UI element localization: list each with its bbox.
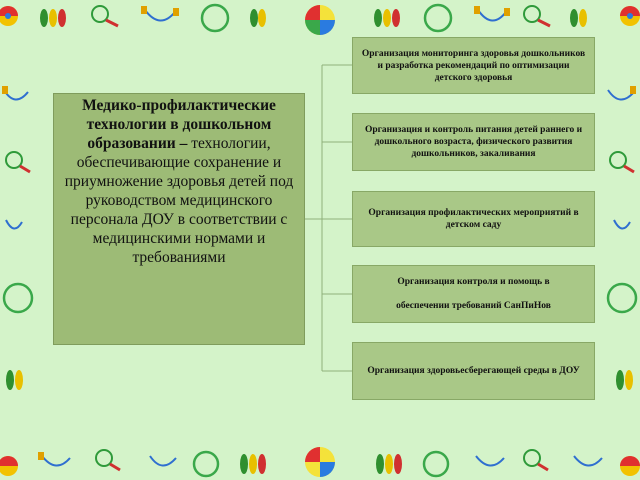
item-box-nutrition (352, 113, 595, 171)
item-box-health-environment (352, 342, 595, 400)
item-box-monitoring (352, 37, 595, 94)
main-definition-box (53, 93, 305, 345)
main-title: Медико-профилактические технологии в дошкольном образовании – (82, 97, 276, 152)
item-box-sanpin-control (352, 265, 595, 323)
item-label: Организация здоровьесберегающей среды в ДОУ (367, 366, 580, 376)
main-body: технологии, обеспечивающие сохранение и приумножение здоровья детей под руководством медицинского персонала ДОУ в соответствии с медицинскими нормами и требованиями (64, 135, 294, 266)
item-label: Организация профилактических мероприятий в детском саду (368, 208, 579, 230)
item-label: Организация и контроль питания детей раннего и дошкольного возраста, физического развития дошкольников, закаливания (364, 125, 583, 159)
item-label: Организация мониторинга здоровья дошкольников и разработка рекомендаций по оптимизации детского здоровья (361, 48, 586, 83)
item-label-line1: Организация контроля и помощь в (397, 277, 550, 287)
item-box-prevention (352, 191, 595, 247)
item-label-line2: обеспечении требований СанПиНов (396, 301, 551, 311)
